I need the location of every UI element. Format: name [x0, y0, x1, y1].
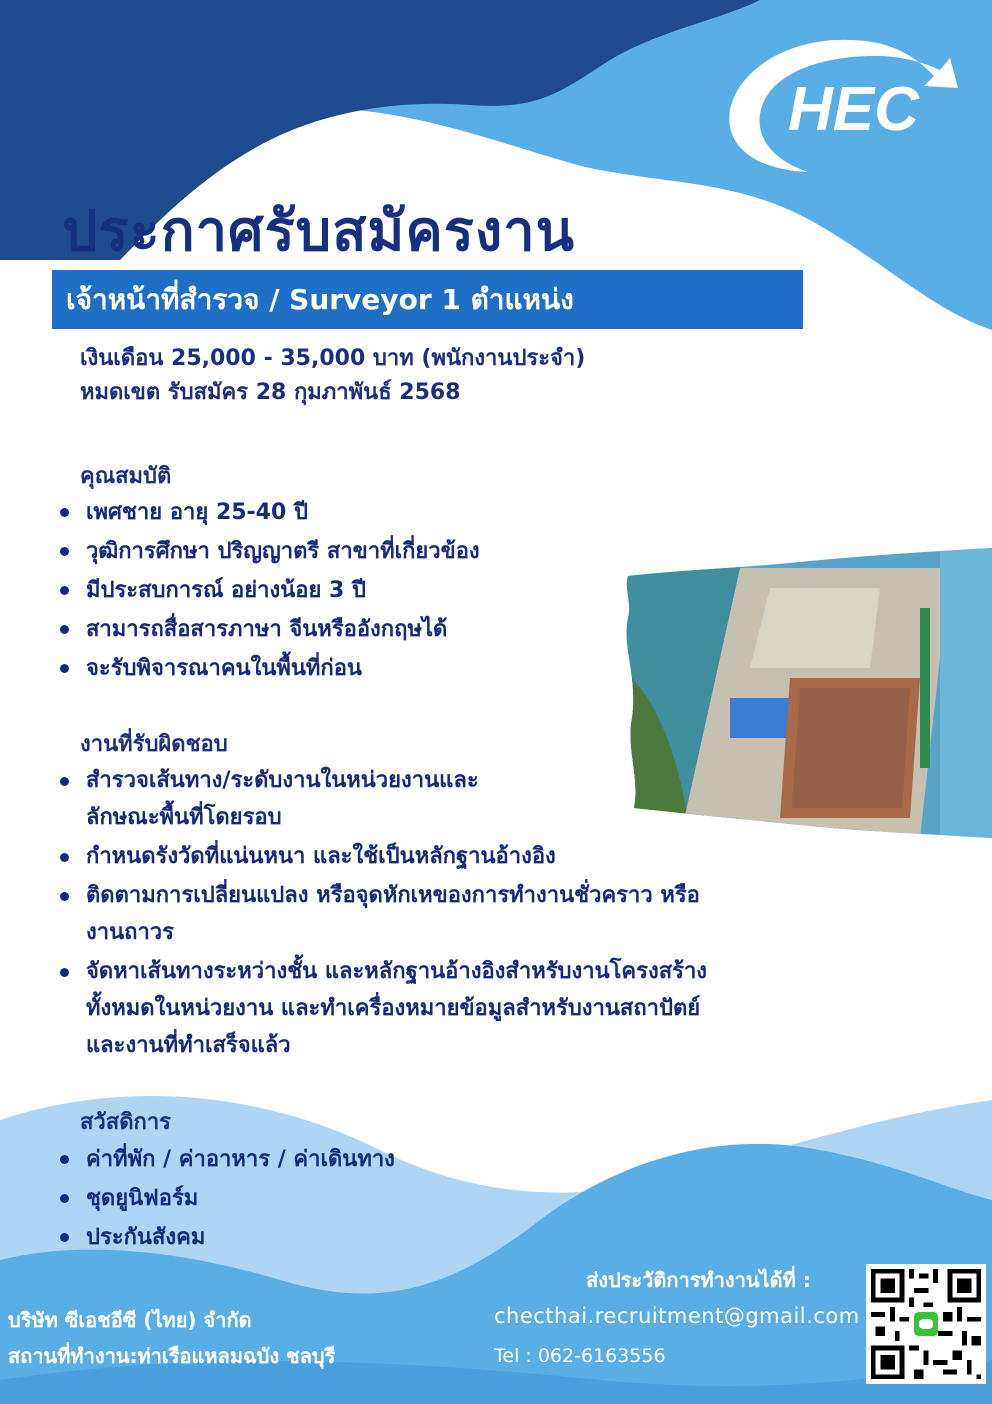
- qualifications-heading: คุณสมบัติ: [80, 464, 172, 489]
- list-item: จัดหาเส้นทางระหว่างชั้น และหลักฐานอ้างอิงสำหรับงานโครงสร้าง ทั้งหมดในหน่วยงาน และทำเครื่องหมายข้อมูลสำหรับงานสถาปัตย์ และงานที่ทำเสร็จแล้ว: [60, 953, 707, 1064]
- list-item: สามารถสื่อสารภาษา จีนหรืออังกฤษได้: [60, 610, 480, 649]
- list-item: สำรวจเส้นทาง/ระดับงานในหน่วยงานและ ลักษณะพื้นที่โดยรอบ: [60, 762, 707, 836]
- page-title: ประกาศรับสมัครงาน: [62, 199, 575, 264]
- email-link[interactable]: checthai.recruitment@gmail.com: [494, 1304, 860, 1328]
- list-item: ค่าที่พัก / ค่าอาหาร / ค่าเดินทาง: [60, 1140, 395, 1179]
- list-item: เพศชาย อายุ 25-40 ปี: [60, 493, 480, 532]
- list-item: ชุดยูนิฟอร์ม: [60, 1179, 395, 1218]
- job-info: [80, 342, 585, 410]
- company-name: บริษัท ซีเอชอีซี (ไทย) จำกัด: [8, 1308, 252, 1332]
- work-location: สถานที่ทำงาน:ท่าเรือแหลมฉบัง ชลบุรี: [8, 1344, 336, 1368]
- responsibilities-heading: งานที่รับผิดชอบ: [80, 732, 228, 757]
- position-banner: เจ้าหน้าที่สำรวจ / Surveyor 1 ตำแหน่ง: [52, 270, 803, 329]
- phone-number[interactable]: Tel : 062-6163556: [494, 1345, 666, 1367]
- list-item: ติดตามการเปลี่ยนแปลง หรือจุดหักเหของการทำงานชั่วคราว หรือ งานถาวร: [60, 877, 707, 951]
- salary-text: เงินเดือน 25,000 - 35,000 บาท (พนักงานประจำ): [80, 346, 586, 371]
- qr-code-icon[interactable]: [866, 1264, 986, 1384]
- benefits-heading: สวัสดิการ: [80, 1110, 171, 1135]
- benefits-list: [60, 1140, 395, 1257]
- list-item: ประกันสังคม: [60, 1218, 395, 1257]
- deadline-text: หมดเขต รับสมัคร 28 กุมภาพันธ์ 2568: [80, 380, 461, 405]
- list-item: กำหนดรังวัดที่แน่นหนา และใช้เป็นหลักฐานอ้างอิง: [60, 838, 707, 875]
- hec-logo: [718, 30, 980, 180]
- send-resume-label: ส่งประวัติการทำงานได้ที่ :: [586, 1268, 811, 1292]
- list-item: วุฒิการศึกษา ปริญญาตรี สาขาที่เกี่ยวข้อง: [60, 532, 480, 571]
- svg-text:HEC: HEC: [788, 75, 919, 144]
- list-item: จะรับพิจารณาคนในพื้นที่ก่อน: [60, 649, 480, 688]
- list-item: มีประสบการณ์ อย่างน้อย 3 ปี: [60, 571, 480, 610]
- qualifications-list: [60, 493, 480, 688]
- company-info: [8, 1302, 335, 1374]
- responsibilities-list: [60, 762, 707, 1066]
